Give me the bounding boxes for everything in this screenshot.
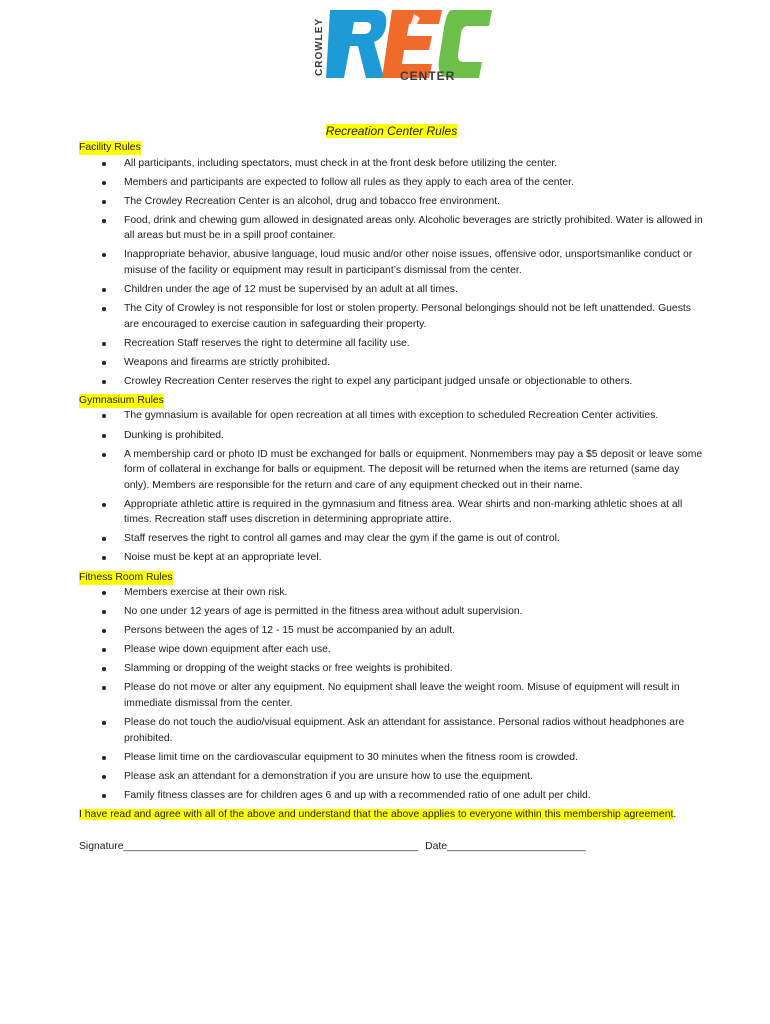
- list-item: Please limit time on the cardiovascular equipment to 30 minutes when the fitness room is crowded.: [79, 750, 704, 766]
- list-item: The gymnasium is available for open recreation at all times with exception to scheduled Recreation Center activities.: [79, 408, 704, 424]
- list-item: Weapons and firearms are strictly prohibited.: [79, 355, 704, 371]
- list-item: Persons between the ages of 12 - 15 must be accompanied by an adult.: [79, 623, 704, 639]
- fitness-section: [79, 570, 704, 804]
- list-item: Please do not move or alter any equipment. No equipment shall leave the weight room. Misuse of equipment will result in immediate dismissal from the center.: [79, 680, 704, 711]
- list-item: Dunking is prohibited.: [79, 428, 704, 444]
- list-item: Recreation Staff reserves the right to determine all facility use.: [79, 336, 704, 352]
- list-item: The Crowley Recreation Center is an alcohol, drug and tobacco free environment.: [79, 194, 704, 210]
- list-item: Members exercise at their own risk.: [79, 585, 704, 601]
- list-item: Children under the age of 12 must be supervised by an adult at all times.: [79, 282, 704, 298]
- section-title-facility: Facility Rules: [79, 142, 141, 153]
- list-item: Members and participants are expected to follow all rules as they apply to each area of the center.: [79, 175, 704, 191]
- agreement-statement: I have read and agree with all of the above and understand that the above applies to everyone within this membership agreement.: [79, 808, 677, 820]
- list-item: All participants, including spectators, must check in at the front desk before utilizing the center.: [79, 156, 704, 172]
- facility-section: [79, 140, 704, 389]
- logo-bottom-text: CENTER: [400, 69, 456, 83]
- date-line[interactable]: Date________________________: [425, 840, 586, 852]
- gymnasium-rules-list: [79, 408, 704, 565]
- signature-line[interactable]: Signature___________________________________________________: [79, 840, 419, 852]
- list-item: Please do not touch the audio/visual equipment. Ask an attendant for assistance. Personal radios without headphones are prohibited.: [79, 715, 704, 746]
- logo-top-text: CROWLEY: [314, 17, 325, 76]
- list-item: Crowley Recreation Center reserves the right to expel any participant judged unsafe or objectionable to others.: [79, 374, 704, 390]
- facility-rules-list: [79, 156, 704, 390]
- list-item: No one under 12 years of age is permitted in the fitness area without adult supervision.: [79, 604, 704, 620]
- signature-row: [79, 839, 704, 855]
- list-item: Please wipe down equipment after each use.: [79, 642, 704, 658]
- list-item: Staff reserves the right to control all games and may clear the gym if the game is out of control.: [79, 531, 704, 547]
- rules-document: [79, 122, 704, 854]
- list-item: Inappropriate behavior, abusive language, loud music and/or other noise issues, offensive odor, unsportsmanlike conduct or misuse of the facility or equipment may result in participant’s dismissal from the center.: [79, 247, 704, 278]
- section-title-gymnasium: Gymnasium Rules: [79, 394, 164, 406]
- list-item: Slamming or dropping of the weight stacks or free weights is prohibited.: [79, 661, 704, 677]
- logo-letter-c: [439, 10, 492, 78]
- list-item: Family fitness classes are for children ages 6 and up with a recommended ratio of one adult per child.: [79, 788, 704, 804]
- fitness-rules-list: [79, 585, 704, 803]
- list-item: Appropriate athletic attire is required in the gymnasium and fitness area. Wear shirts and non-marking athletic shoes at all times. Recreation staff uses discretion in determining appropriate attire.: [79, 497, 704, 528]
- list-item: The City of Crowley is not responsible for lost or stolen property. Personal belongings should not be left unattended. Guests are encouraged to exercise caution in safeguarding their property.: [79, 301, 704, 332]
- list-item: Noise must be kept at an appropriate level.: [79, 550, 704, 566]
- section-title-fitness: Fitness Room Rules: [79, 571, 173, 583]
- rec-center-logo: [296, 8, 496, 84]
- logo-letter-r: [326, 10, 386, 78]
- gymnasium-section: [79, 393, 704, 566]
- list-item: Food, drink and chewing gum allowed in designated areas only. Alcoholic beverages are strictly prohibited. Water is allowed in all areas but must be in a spill proof container.: [79, 213, 704, 244]
- list-item: A membership card or photo ID must be exchanged for balls or equipment. Nonmembers may pay a $5 deposit or leave some form of collateral in exchange for balls or equipment. The deposit will be returned when the items are returned (same day only). Members are responsible for the return and care of any equipment checked out in their name.: [79, 447, 704, 494]
- document-title: Recreation Center Rules: [325, 124, 458, 138]
- list-item: Please ask an attendant for a demonstration if you are unsure how to use the equipment.: [79, 769, 704, 785]
